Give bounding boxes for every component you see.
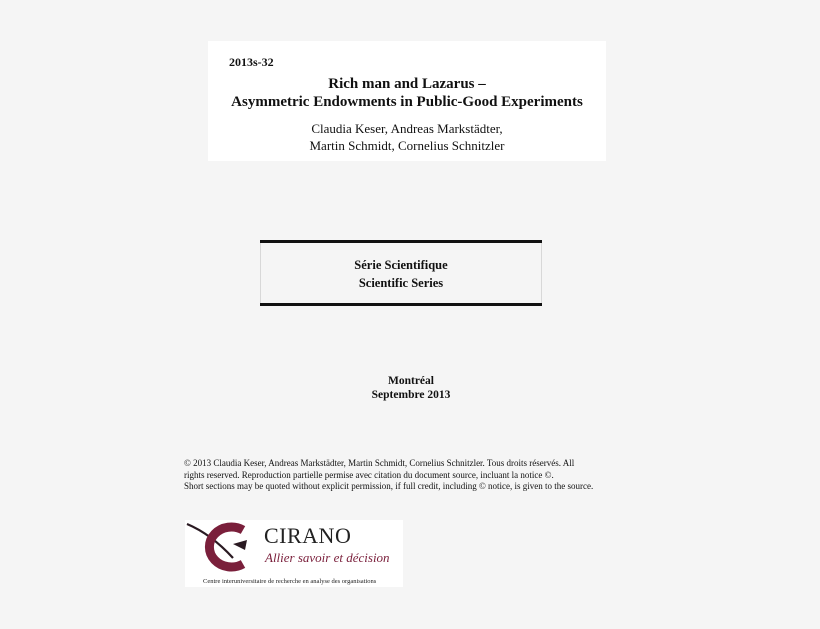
series-english: Scientific Series <box>358 276 444 290</box>
copyright-line-1: © 2013 Claudia Keser, Andreas Markstädter, Martin Schmidt, Cornelius Schnitzler. Tous droits réservés. All <box>184 458 575 468</box>
paper-title-line-1: Rich man and Lazarus – <box>328 76 486 92</box>
logo-subtitle: Centre interuniversitaire de recherche en analyse des organisations <box>203 578 377 585</box>
series-box <box>260 240 542 306</box>
logo-name: CIRANO <box>264 523 352 548</box>
logo-c-outer-icon <box>209 527 243 567</box>
authors-line-2: Martin Schmidt, Cornelius Schnitzler <box>309 138 505 153</box>
copyright-notice <box>184 458 654 493</box>
title-box <box>208 41 606 161</box>
series-box-right-rule <box>541 243 542 303</box>
publication-date: Septembre 2013 <box>371 389 451 401</box>
copyright-line-3: Short sections may be quoted without explicit permission, if full credit, including © notice, is given to the source. <box>184 481 594 491</box>
cirano-logo-mark-icon <box>185 520 255 572</box>
logo-tagline: Allier savoir et décision <box>265 550 390 565</box>
paper-title-line-2: Asymmetric Endowments in Public-Good Experiments <box>231 94 583 110</box>
cirano-logo <box>185 520 403 587</box>
publication-city: Montréal <box>388 375 434 387</box>
authors-line-1: Claudia Keser, Andreas Markstädter, <box>311 121 503 136</box>
paper-id: 2013s-32 <box>229 55 274 69</box>
copyright-line-2: rights reserved. Reproduction partielle permise avec citation du document source, incluant la notice ©. <box>184 469 554 480</box>
logo-c-inner-icon <box>233 540 247 550</box>
series-french: Série Scientifique <box>354 258 448 272</box>
series-box-left-rule <box>260 243 261 303</box>
